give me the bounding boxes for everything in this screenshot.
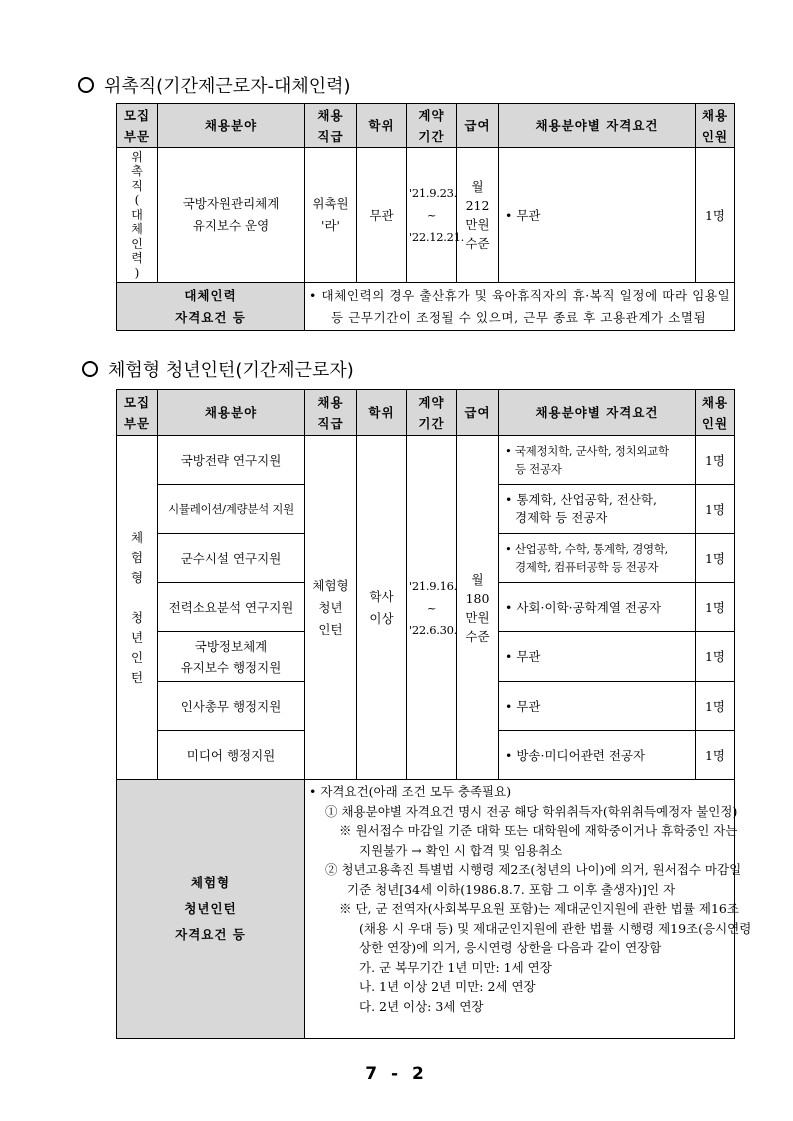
header-grade: 채용 직급 xyxy=(305,390,357,436)
qual-cell: • 통계학, 산업공학, 전산학, 경제학 등 전공자 xyxy=(499,485,696,534)
count-cell: 1명 xyxy=(696,436,735,485)
qual-cell: • 무관 xyxy=(499,682,696,731)
count-cell: 1명 xyxy=(696,632,735,682)
field-cell: 군수시설 연구지원 xyxy=(158,534,305,583)
qual-cell: • 방송·미디어관련 전공자 xyxy=(499,731,696,780)
count-cell: 1명 xyxy=(696,583,735,632)
salary-cell: 월 180 만원 수준 xyxy=(457,436,499,780)
count-cell: 1명 xyxy=(696,534,735,583)
header-field: 채용분야 xyxy=(158,390,305,436)
header-degree: 학위 xyxy=(357,390,407,436)
degree-cell: 무관 xyxy=(357,148,407,283)
header-qual: 채용분야별 자격요건 xyxy=(499,390,696,436)
header-grade: 채용 직급 xyxy=(305,104,357,148)
header-dept: 모집 부문 xyxy=(117,104,158,148)
period-cell: '21.9.16. ~ '22.6.30. xyxy=(407,436,457,780)
note-text: • 자격요건(아래 조건 모두 충족필요) ① 채용분야별 자격요건 명시 전공 해당 학위취득자(학위취득예정자 불인정) ※ 원서접수 마감일 기준 대학 또는 대학원에 재학중이거나 휴학중인 자는 지원불가 → 확인 시 합격 및 임용취소 ② 청년고용촉진 특별법 시행령 제2조(청년의 나이)에 의거, 원서접수 마감일 기준 청년[34세 이하(1986.8.7. 포함 그 이후 출생자)]인 자 ※ 단, 군 전역자(사회복무요원 포함)는 제대군인지원에 관한 법률 제16조 (채용 시 우대 등) 및 제대군인지원에 관한 법률 시행령 제19조(응시연령 상한 연장)에 의거, 응시연령 상한을 다음과 같이 연장함 가. 군 복무기간 1년 미만: 1세 연장 나. 1년 이상 2년 미만: 2세 연장 다. 2년 이상: 3세 연장 xyxy=(305,780,735,1039)
dept-cell: 위 촉 직 ( 대 체 인 력 ) xyxy=(117,148,158,283)
count-cell: 1명 xyxy=(696,731,735,780)
count-cell: 1명 xyxy=(696,682,735,731)
qual-cell: • 사회·이학·공학계열 전공자 xyxy=(499,583,696,632)
dept-cell: 체 험 형 청 년 인 턴 xyxy=(117,436,158,780)
note-row xyxy=(117,283,735,331)
header-salary: 급여 xyxy=(457,104,499,148)
salary-cell: 월 212 만원 수준 xyxy=(457,148,499,283)
header-field: 채용분야 xyxy=(158,104,305,148)
field-cell: 시뮬레이션/계량분석 지원 xyxy=(158,485,305,534)
header-count: 채용 인원 xyxy=(696,104,735,148)
grade-cell: 위촉원 '라' xyxy=(305,148,357,283)
qual-cell: • 산업공학, 수학, 통계학, 경영학, 경제학, 컴퓨터공학 등 전공자 xyxy=(499,534,696,583)
section2-heading: 체험형 청년인턴(기간제근로자) xyxy=(82,356,354,382)
field-cell: 전력소요분석 연구지원 xyxy=(158,583,305,632)
field-cell: 인사총무 행정지원 xyxy=(158,682,305,731)
header-period: 계약 기간 xyxy=(407,390,457,436)
note-row xyxy=(117,780,735,1039)
header-period: 계약 기간 xyxy=(407,104,457,148)
note-label: 대체인력 자격요건 등 xyxy=(117,283,305,331)
section1-table xyxy=(116,103,735,331)
field-cell: 국방자원관리체계 유지보수 운영 xyxy=(158,148,305,283)
qual-cell: • 무관 xyxy=(499,632,696,682)
header-degree: 학위 xyxy=(357,104,407,148)
count-cell: 1명 xyxy=(696,485,735,534)
header-salary: 급여 xyxy=(457,390,499,436)
field-cell: 국방정보체계 유지보수 행정지원 xyxy=(158,632,305,682)
section2-table xyxy=(116,389,752,1039)
header-qual: 채용분야별 자격요건 xyxy=(499,104,696,148)
note-text: • 대체인력의 경우 출산휴가 및 육아휴직자의 휴·복직 일정에 따라 임용일 등 근무기간이 조정될 수 있으며, 근무 종료 후 고용관계가 소멸됨 xyxy=(305,283,735,331)
count-cell: 1명 xyxy=(696,148,735,283)
grade-cell: 체험형 청년 인턴 xyxy=(305,436,357,780)
header-dept: 모집 부문 xyxy=(117,390,158,436)
degree-cell: 학사 이상 xyxy=(357,436,407,780)
note-label: 체험형 청년인턴 자격요건 등 xyxy=(117,780,305,1039)
circle-bullet-icon xyxy=(78,77,94,93)
header-count: 채용 인원 xyxy=(696,390,735,436)
section1-heading: 위촉직(기간제근로자-대체인력) xyxy=(78,72,351,98)
page-number: 7 - 2 xyxy=(365,1064,428,1084)
circle-bullet-icon xyxy=(82,361,98,377)
qual-cell: • 무관 xyxy=(499,148,696,283)
table-row xyxy=(117,436,735,485)
qual-cell: • 국제정치학, 군사학, 정치외교학 등 전공자 xyxy=(499,436,696,485)
field-cell: 국방전략 연구지원 xyxy=(158,436,305,485)
field-cell: 미디어 행정지원 xyxy=(158,731,305,780)
table-row xyxy=(117,148,735,283)
period-cell: '21.9.23. ~ '22.12.21. xyxy=(407,148,457,283)
